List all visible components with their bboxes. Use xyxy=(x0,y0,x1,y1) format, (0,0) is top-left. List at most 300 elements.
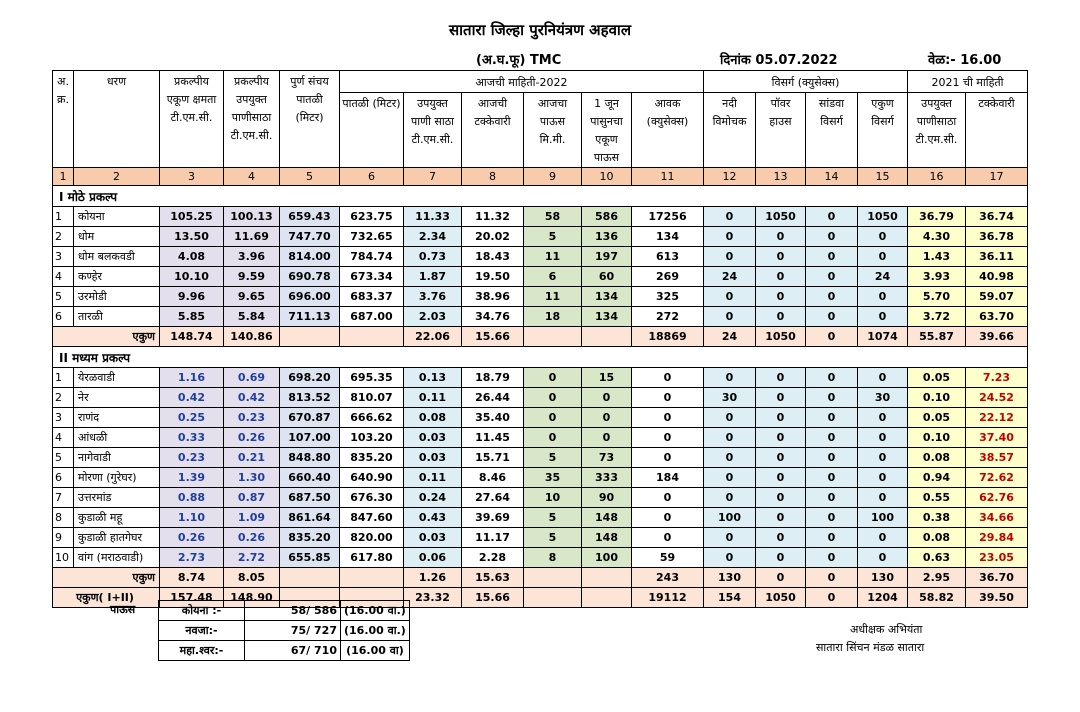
cell-sr: 4 xyxy=(53,428,74,448)
dam-status-table xyxy=(52,70,1028,608)
cell-gross-capacity: 13.50 xyxy=(160,227,224,247)
cell-last-percent: 23.05 xyxy=(966,548,1028,568)
cell-live-storage: 0.69 xyxy=(224,368,280,388)
header-live-storage: प्रकल्पीय उपयुक्त पाणीसाठा टी.एम.सी. xyxy=(224,71,280,168)
cell-rain-today: 5 xyxy=(524,227,582,247)
header-total-discharge: एकुण विसर्ग xyxy=(858,93,908,168)
cell-dam: येरळवाडी xyxy=(74,368,160,388)
cell-full-reservoir-level: 813.52 xyxy=(280,388,340,408)
dam-row xyxy=(53,287,1028,307)
dam-row xyxy=(53,368,1028,388)
header-river-outlet: नदी विमोचक xyxy=(704,93,756,168)
total-gross-capacity: 157.48 xyxy=(160,588,224,608)
total-useful-storage: 1.26 xyxy=(404,568,462,588)
rain-row xyxy=(159,641,410,661)
cell-last-useful: 0.05 xyxy=(908,368,966,388)
cell-gross-capacity: 0.88 xyxy=(160,488,224,508)
dam-row xyxy=(53,488,1028,508)
cell-useful-storage: 0.03 xyxy=(404,448,462,468)
cell-rain-total: 333 xyxy=(582,468,632,488)
cell-power-house: 0 xyxy=(756,528,806,548)
total-river-outlet: 24 xyxy=(704,327,756,347)
major-total-row xyxy=(53,327,1028,347)
cell-last-useful: 0.08 xyxy=(908,448,966,468)
cell-power-house: 0 xyxy=(756,488,806,508)
cell-gross-capacity: 1.16 xyxy=(160,368,224,388)
cell-sr: 2 xyxy=(53,227,74,247)
header-dam: धरण xyxy=(74,71,160,168)
cell-total-discharge: 24 xyxy=(858,267,908,287)
cell-inflow: 0 xyxy=(632,368,704,388)
rain-label: पाऊस xyxy=(110,603,136,616)
cell-river-outlet: 0 xyxy=(704,488,756,508)
column-number: 16 xyxy=(908,168,966,186)
column-number: 8 xyxy=(462,168,524,186)
total-last-percent: 39.66 xyxy=(966,327,1028,347)
cell-live-storage: 11.69 xyxy=(224,227,280,247)
cell-rain-total: 90 xyxy=(582,488,632,508)
cell-sr: 2 xyxy=(53,388,74,408)
cell-spillway: 0 xyxy=(806,548,858,568)
cell-river-outlet: 0 xyxy=(704,368,756,388)
cell-rain-total: 134 xyxy=(582,307,632,327)
cell-dam: मोरणा (गुरेघर) xyxy=(74,468,160,488)
cell-last-percent: 24.52 xyxy=(966,388,1028,408)
total-live-storage: 140.86 xyxy=(224,327,280,347)
total-last-useful: 55.87 xyxy=(908,327,966,347)
cell-inflow: 17256 xyxy=(632,207,704,227)
report-date: दिनांक 05.07.2022 xyxy=(720,53,838,68)
cell-percent: 15.71 xyxy=(462,448,524,468)
cell-rain-today: 35 xyxy=(524,468,582,488)
cell-gross-capacity: 5.85 xyxy=(160,307,224,327)
total-rain-today xyxy=(524,568,582,588)
cell-dam: धोम बलकवडी xyxy=(74,247,160,267)
total-label: एकुण xyxy=(53,568,160,588)
dam-row xyxy=(53,548,1028,568)
cell-useful-storage: 0.13 xyxy=(404,368,462,388)
cell-sr: 6 xyxy=(53,307,74,327)
total-inflow: 18869 xyxy=(632,327,704,347)
rain-row xyxy=(159,621,410,641)
cell-dam: वांग (मराठवाडी) xyxy=(74,548,160,568)
cell-useful-storage: 0.11 xyxy=(404,388,462,408)
cell-percent: 26.44 xyxy=(462,388,524,408)
cell-sr: 5 xyxy=(53,448,74,468)
cell-dam: उत्तरमांड xyxy=(74,488,160,508)
header-inflow: आवक (क्युसेक्स) xyxy=(632,93,704,168)
cell-gross-capacity: 0.26 xyxy=(160,528,224,548)
header-discharge-group: विसर्ग (क्युसेक्स) xyxy=(704,71,908,93)
column-number: 12 xyxy=(704,168,756,186)
cell-river-outlet: 0 xyxy=(704,548,756,568)
rain-time: (16.00 वा) xyxy=(341,641,410,661)
cell-sr: 3 xyxy=(53,408,74,428)
cell-full-reservoir-level: 711.13 xyxy=(280,307,340,327)
cell-spillway: 0 xyxy=(806,388,858,408)
cell-live-storage: 0.42 xyxy=(224,388,280,408)
cell-rain-total: 100 xyxy=(582,548,632,568)
cell-rain-total: 148 xyxy=(582,508,632,528)
cell-last-useful: 0.55 xyxy=(908,488,966,508)
header-sr: अ. क्र. xyxy=(53,71,74,168)
cell-spillway: 0 xyxy=(806,287,858,307)
cell-last-percent: 36.78 xyxy=(966,227,1028,247)
cell-power-house: 0 xyxy=(756,468,806,488)
cell-level: 673.34 xyxy=(340,267,404,287)
cell-rain-total: 15 xyxy=(582,368,632,388)
rain-row xyxy=(159,601,410,621)
cell-percent: 11.32 xyxy=(462,207,524,227)
cell-full-reservoir-level: 655.85 xyxy=(280,548,340,568)
cell-dam: कण्हेर xyxy=(74,267,160,287)
rain-value: 75/ 727 xyxy=(245,621,341,641)
header-last-year-group: 2021 ची माहिती xyxy=(908,71,1028,93)
column-number: 3 xyxy=(160,168,224,186)
cell-last-useful: 1.43 xyxy=(908,247,966,267)
dam-row xyxy=(53,428,1028,448)
column-number: 17 xyxy=(966,168,1028,186)
header-level: पातळी (मिटर) xyxy=(340,93,404,168)
cell-level: 687.00 xyxy=(340,307,404,327)
cell-percent: 2.28 xyxy=(462,548,524,568)
cell-full-reservoir-level: 835.20 xyxy=(280,528,340,548)
cell-last-percent: 63.70 xyxy=(966,307,1028,327)
cell-river-outlet: 0 xyxy=(704,227,756,247)
cell-inflow: 0 xyxy=(632,508,704,528)
cell-inflow: 325 xyxy=(632,287,704,307)
report-time: वेळ:- 16.00 xyxy=(928,53,1002,68)
total-percent: 15.66 xyxy=(462,588,524,608)
cell-level: 820.00 xyxy=(340,528,404,548)
total-total-discharge: 1204 xyxy=(858,588,908,608)
cell-dam: धोम xyxy=(74,227,160,247)
cell-useful-storage: 0.73 xyxy=(404,247,462,267)
cell-last-percent: 36.11 xyxy=(966,247,1028,267)
cell-useful-storage: 0.03 xyxy=(404,528,462,548)
cell-river-outlet: 100 xyxy=(704,508,756,528)
cell-full-reservoir-level: 698.20 xyxy=(280,368,340,388)
column-number: 11 xyxy=(632,168,704,186)
total-spillway: 0 xyxy=(806,568,858,588)
cell-rain-today: 18 xyxy=(524,307,582,327)
cell-gross-capacity: 0.42 xyxy=(160,388,224,408)
cell-spillway: 0 xyxy=(806,227,858,247)
cell-spillway: 0 xyxy=(806,448,858,468)
total-river-outlet: 130 xyxy=(704,568,756,588)
cell-river-outlet: 0 xyxy=(704,448,756,468)
cell-power-house: 0 xyxy=(756,368,806,388)
cell-river-outlet: 24 xyxy=(704,267,756,287)
cell-rain-total: 0 xyxy=(582,428,632,448)
total-total-discharge: 1074 xyxy=(858,327,908,347)
cell-gross-capacity: 9.96 xyxy=(160,287,224,307)
cell-spillway: 0 xyxy=(806,307,858,327)
cell-gross-capacity: 0.25 xyxy=(160,408,224,428)
cell-total-discharge: 0 xyxy=(858,428,908,448)
cell-live-storage: 100.13 xyxy=(224,207,280,227)
cell-last-percent: 7.23 xyxy=(966,368,1028,388)
header-useful-storage: उपयुक्त पाणी साठा टी.एम.सी. xyxy=(404,93,462,168)
dam-row xyxy=(53,267,1028,287)
cell-live-storage: 9.59 xyxy=(224,267,280,287)
cell-dam: नेर xyxy=(74,388,160,408)
header-spillway: सांडवा विसर्ग xyxy=(806,93,858,168)
cell-level: 103.20 xyxy=(340,428,404,448)
cell-rain-total: 0 xyxy=(582,388,632,408)
cell-last-useful: 3.72 xyxy=(908,307,966,327)
dam-row xyxy=(53,408,1028,428)
cell-dam: नागेवाडी xyxy=(74,448,160,468)
total-spillway: 0 xyxy=(806,588,858,608)
cell-full-reservoir-level: 107.00 xyxy=(280,428,340,448)
cell-inflow: 0 xyxy=(632,448,704,468)
cell-total-discharge: 0 xyxy=(858,448,908,468)
total-rain-total xyxy=(582,588,632,608)
cell-useful-storage: 0.11 xyxy=(404,468,462,488)
cell-inflow: 0 xyxy=(632,428,704,448)
cell-sr: 7 xyxy=(53,488,74,508)
cell-level: 666.62 xyxy=(340,408,404,428)
cell-last-useful: 0.10 xyxy=(908,428,966,448)
cell-useful-storage: 3.76 xyxy=(404,287,462,307)
cell-river-outlet: 30 xyxy=(704,388,756,408)
cell-inflow: 0 xyxy=(632,528,704,548)
cell-rain-today: 5 xyxy=(524,448,582,468)
cell-rain-today: 5 xyxy=(524,508,582,528)
total-percent: 15.66 xyxy=(462,327,524,347)
cell-sr: 3 xyxy=(53,247,74,267)
cell-percent: 19.50 xyxy=(462,267,524,287)
cell-spillway: 0 xyxy=(806,528,858,548)
cell-river-outlet: 0 xyxy=(704,307,756,327)
total-power-house: 0 xyxy=(756,568,806,588)
cell-last-percent: 59.07 xyxy=(966,287,1028,307)
column-number: 2 xyxy=(74,168,160,186)
cell-sr: 8 xyxy=(53,508,74,528)
cell-level: 695.35 xyxy=(340,368,404,388)
cell-last-useful: 0.05 xyxy=(908,408,966,428)
cell-gross-capacity: 105.25 xyxy=(160,207,224,227)
cell-total-discharge: 0 xyxy=(858,287,908,307)
header-last-useful: उपयुक्त पाणीसाठा टी.एम.सी. xyxy=(908,93,966,168)
dam-row xyxy=(53,388,1028,408)
column-number: 15 xyxy=(858,168,908,186)
cell-percent: 18.79 xyxy=(462,368,524,388)
cell-level: 683.37 xyxy=(340,287,404,307)
cell-full-reservoir-level: 690.78 xyxy=(280,267,340,287)
cell-total-discharge: 0 xyxy=(858,408,908,428)
cell-power-house: 0 xyxy=(756,548,806,568)
cell-dam: कोयना xyxy=(74,207,160,227)
cell-last-percent: 62.76 xyxy=(966,488,1028,508)
header-last-percent: टक्केवारी xyxy=(966,93,1028,168)
column-number: 5 xyxy=(280,168,340,186)
total-inflow: 243 xyxy=(632,568,704,588)
total-full-reservoir-level xyxy=(280,568,340,588)
cell-live-storage: 2.72 xyxy=(224,548,280,568)
cell-level: 835.20 xyxy=(340,448,404,468)
cell-inflow: 184 xyxy=(632,468,704,488)
cell-percent: 38.96 xyxy=(462,287,524,307)
cell-level: 732.65 xyxy=(340,227,404,247)
cell-gross-capacity: 0.33 xyxy=(160,428,224,448)
cell-rain-today: 0 xyxy=(524,388,582,408)
total-live-storage: 8.05 xyxy=(224,568,280,588)
cell-power-house: 0 xyxy=(756,307,806,327)
cell-rain-today: 0 xyxy=(524,408,582,428)
cell-last-useful: 3.93 xyxy=(908,267,966,287)
cell-full-reservoir-level: 848.80 xyxy=(280,448,340,468)
cell-spillway: 0 xyxy=(806,267,858,287)
cell-last-useful: 5.70 xyxy=(908,287,966,307)
dam-row xyxy=(53,448,1028,468)
cell-dam: कुडाळी महू xyxy=(74,508,160,528)
cell-live-storage: 1.30 xyxy=(224,468,280,488)
cell-sr: 4 xyxy=(53,267,74,287)
cell-percent: 34.76 xyxy=(462,307,524,327)
cell-useful-storage: 0.24 xyxy=(404,488,462,508)
header-rain-total: 1 जून पासुनचा एकूण पाऊस xyxy=(582,93,632,168)
cell-rain-total: 60 xyxy=(582,267,632,287)
cell-gross-capacity: 2.73 xyxy=(160,548,224,568)
signature-designation: अधीक्षक अभियंता xyxy=(850,623,923,636)
cell-useful-storage: 2.34 xyxy=(404,227,462,247)
cell-percent: 20.02 xyxy=(462,227,524,247)
total-gross-capacity: 8.74 xyxy=(160,568,224,588)
cell-spillway: 0 xyxy=(806,207,858,227)
cell-spillway: 0 xyxy=(806,468,858,488)
cell-full-reservoir-level: 659.43 xyxy=(280,207,340,227)
cell-spillway: 0 xyxy=(806,508,858,528)
total-last-percent: 39.50 xyxy=(966,588,1028,608)
cell-rain-today: 0 xyxy=(524,368,582,388)
header-today-group: आजची माहिती-2022 xyxy=(340,71,704,93)
cell-rain-total: 586 xyxy=(582,207,632,227)
section-title-major: I मोठे प्रकल्प xyxy=(53,186,1028,207)
cell-inflow: 134 xyxy=(632,227,704,247)
cell-river-outlet: 0 xyxy=(704,428,756,448)
cell-full-reservoir-level: 814.00 xyxy=(280,247,340,267)
cell-rain-today: 0 xyxy=(524,428,582,448)
total-rain-total xyxy=(582,327,632,347)
cell-inflow: 0 xyxy=(632,388,704,408)
cell-power-house: 0 xyxy=(756,448,806,468)
cell-rain-today: 6 xyxy=(524,267,582,287)
cell-dam: तारळी xyxy=(74,307,160,327)
total-last-useful: 2.95 xyxy=(908,568,966,588)
cell-last-useful: 0.94 xyxy=(908,468,966,488)
cell-useful-storage: 0.03 xyxy=(404,428,462,448)
cell-level: 847.60 xyxy=(340,508,404,528)
cell-rain-total: 134 xyxy=(582,287,632,307)
cell-dam: आंधळी xyxy=(74,428,160,448)
major-projects-rows xyxy=(53,207,1028,327)
total-last-useful: 58.82 xyxy=(908,588,966,608)
cell-useful-storage: 2.03 xyxy=(404,307,462,327)
total-useful-storage: 22.06 xyxy=(404,327,462,347)
cell-total-discharge: 1050 xyxy=(858,207,908,227)
rain-time: (16.00 वा.) xyxy=(341,621,410,641)
cell-live-storage: 1.09 xyxy=(224,508,280,528)
cell-live-storage: 5.84 xyxy=(224,307,280,327)
total-level xyxy=(340,568,404,588)
column-number: 13 xyxy=(756,168,806,186)
cell-level: 784.74 xyxy=(340,247,404,267)
cell-full-reservoir-level: 696.00 xyxy=(280,287,340,307)
rain-station: नवजा:- xyxy=(159,621,245,641)
cell-level: 640.90 xyxy=(340,468,404,488)
cell-last-percent: 29.84 xyxy=(966,528,1028,548)
cell-full-reservoir-level: 670.87 xyxy=(280,408,340,428)
cell-river-outlet: 0 xyxy=(704,468,756,488)
total-power-house: 1050 xyxy=(756,588,806,608)
total-rain-today xyxy=(524,327,582,347)
cell-live-storage: 3.96 xyxy=(224,247,280,267)
cell-full-reservoir-level: 747.70 xyxy=(280,227,340,247)
cell-live-storage: 0.87 xyxy=(224,488,280,508)
cell-percent: 11.45 xyxy=(462,428,524,448)
cell-full-reservoir-level: 660.40 xyxy=(280,468,340,488)
cell-power-house: 0 xyxy=(756,508,806,528)
column-number-row xyxy=(53,168,1028,186)
cell-rain-today: 8 xyxy=(524,548,582,568)
total-spillway: 0 xyxy=(806,327,858,347)
cell-sr: 9 xyxy=(53,528,74,548)
cell-percent: 11.17 xyxy=(462,528,524,548)
cell-last-useful: 0.08 xyxy=(908,528,966,548)
cell-rain-today: 11 xyxy=(524,287,582,307)
header-power-house: पॉवर हाउस xyxy=(756,93,806,168)
cell-river-outlet: 0 xyxy=(704,207,756,227)
cell-total-discharge: 0 xyxy=(858,247,908,267)
cell-total-discharge: 0 xyxy=(858,548,908,568)
header-full-reservoir-level: पुर्ण संचय पातळी (मिटर) xyxy=(280,71,340,168)
rain-value: 67/ 710 xyxy=(245,641,341,661)
cell-power-house: 0 xyxy=(756,247,806,267)
column-number: 6 xyxy=(340,168,404,186)
rain-station: महा.श्वर:- xyxy=(159,641,245,661)
cell-last-useful: 36.79 xyxy=(908,207,966,227)
cell-rain-today: 58 xyxy=(524,207,582,227)
cell-live-storage: 9.65 xyxy=(224,287,280,307)
cell-percent: 35.40 xyxy=(462,408,524,428)
rain-time: (16.00 वा.) xyxy=(341,601,410,621)
cell-total-discharge: 0 xyxy=(858,528,908,548)
total-river-outlet: 154 xyxy=(704,588,756,608)
column-number: 9 xyxy=(524,168,582,186)
cell-power-house: 1050 xyxy=(756,207,806,227)
cell-spillway: 0 xyxy=(806,368,858,388)
dam-row xyxy=(53,468,1028,488)
cell-rain-total: 73 xyxy=(582,448,632,468)
total-gross-capacity: 148.74 xyxy=(160,327,224,347)
total-inflow: 19112 xyxy=(632,588,704,608)
cell-spillway: 0 xyxy=(806,247,858,267)
rain-station: कोयना :- xyxy=(159,601,245,621)
cell-live-storage: 0.21 xyxy=(224,448,280,468)
cell-gross-capacity: 4.08 xyxy=(160,247,224,267)
cell-level: 676.30 xyxy=(340,488,404,508)
cell-total-discharge: 100 xyxy=(858,508,908,528)
dam-row xyxy=(53,247,1028,267)
cell-rain-total: 0 xyxy=(582,408,632,428)
section-heading-major xyxy=(53,186,1028,207)
unit-label: (अ.घ.फू) TMC xyxy=(476,53,562,68)
cell-last-useful: 0.38 xyxy=(908,508,966,528)
cell-live-storage: 0.26 xyxy=(224,428,280,448)
total-total-discharge: 130 xyxy=(858,568,908,588)
